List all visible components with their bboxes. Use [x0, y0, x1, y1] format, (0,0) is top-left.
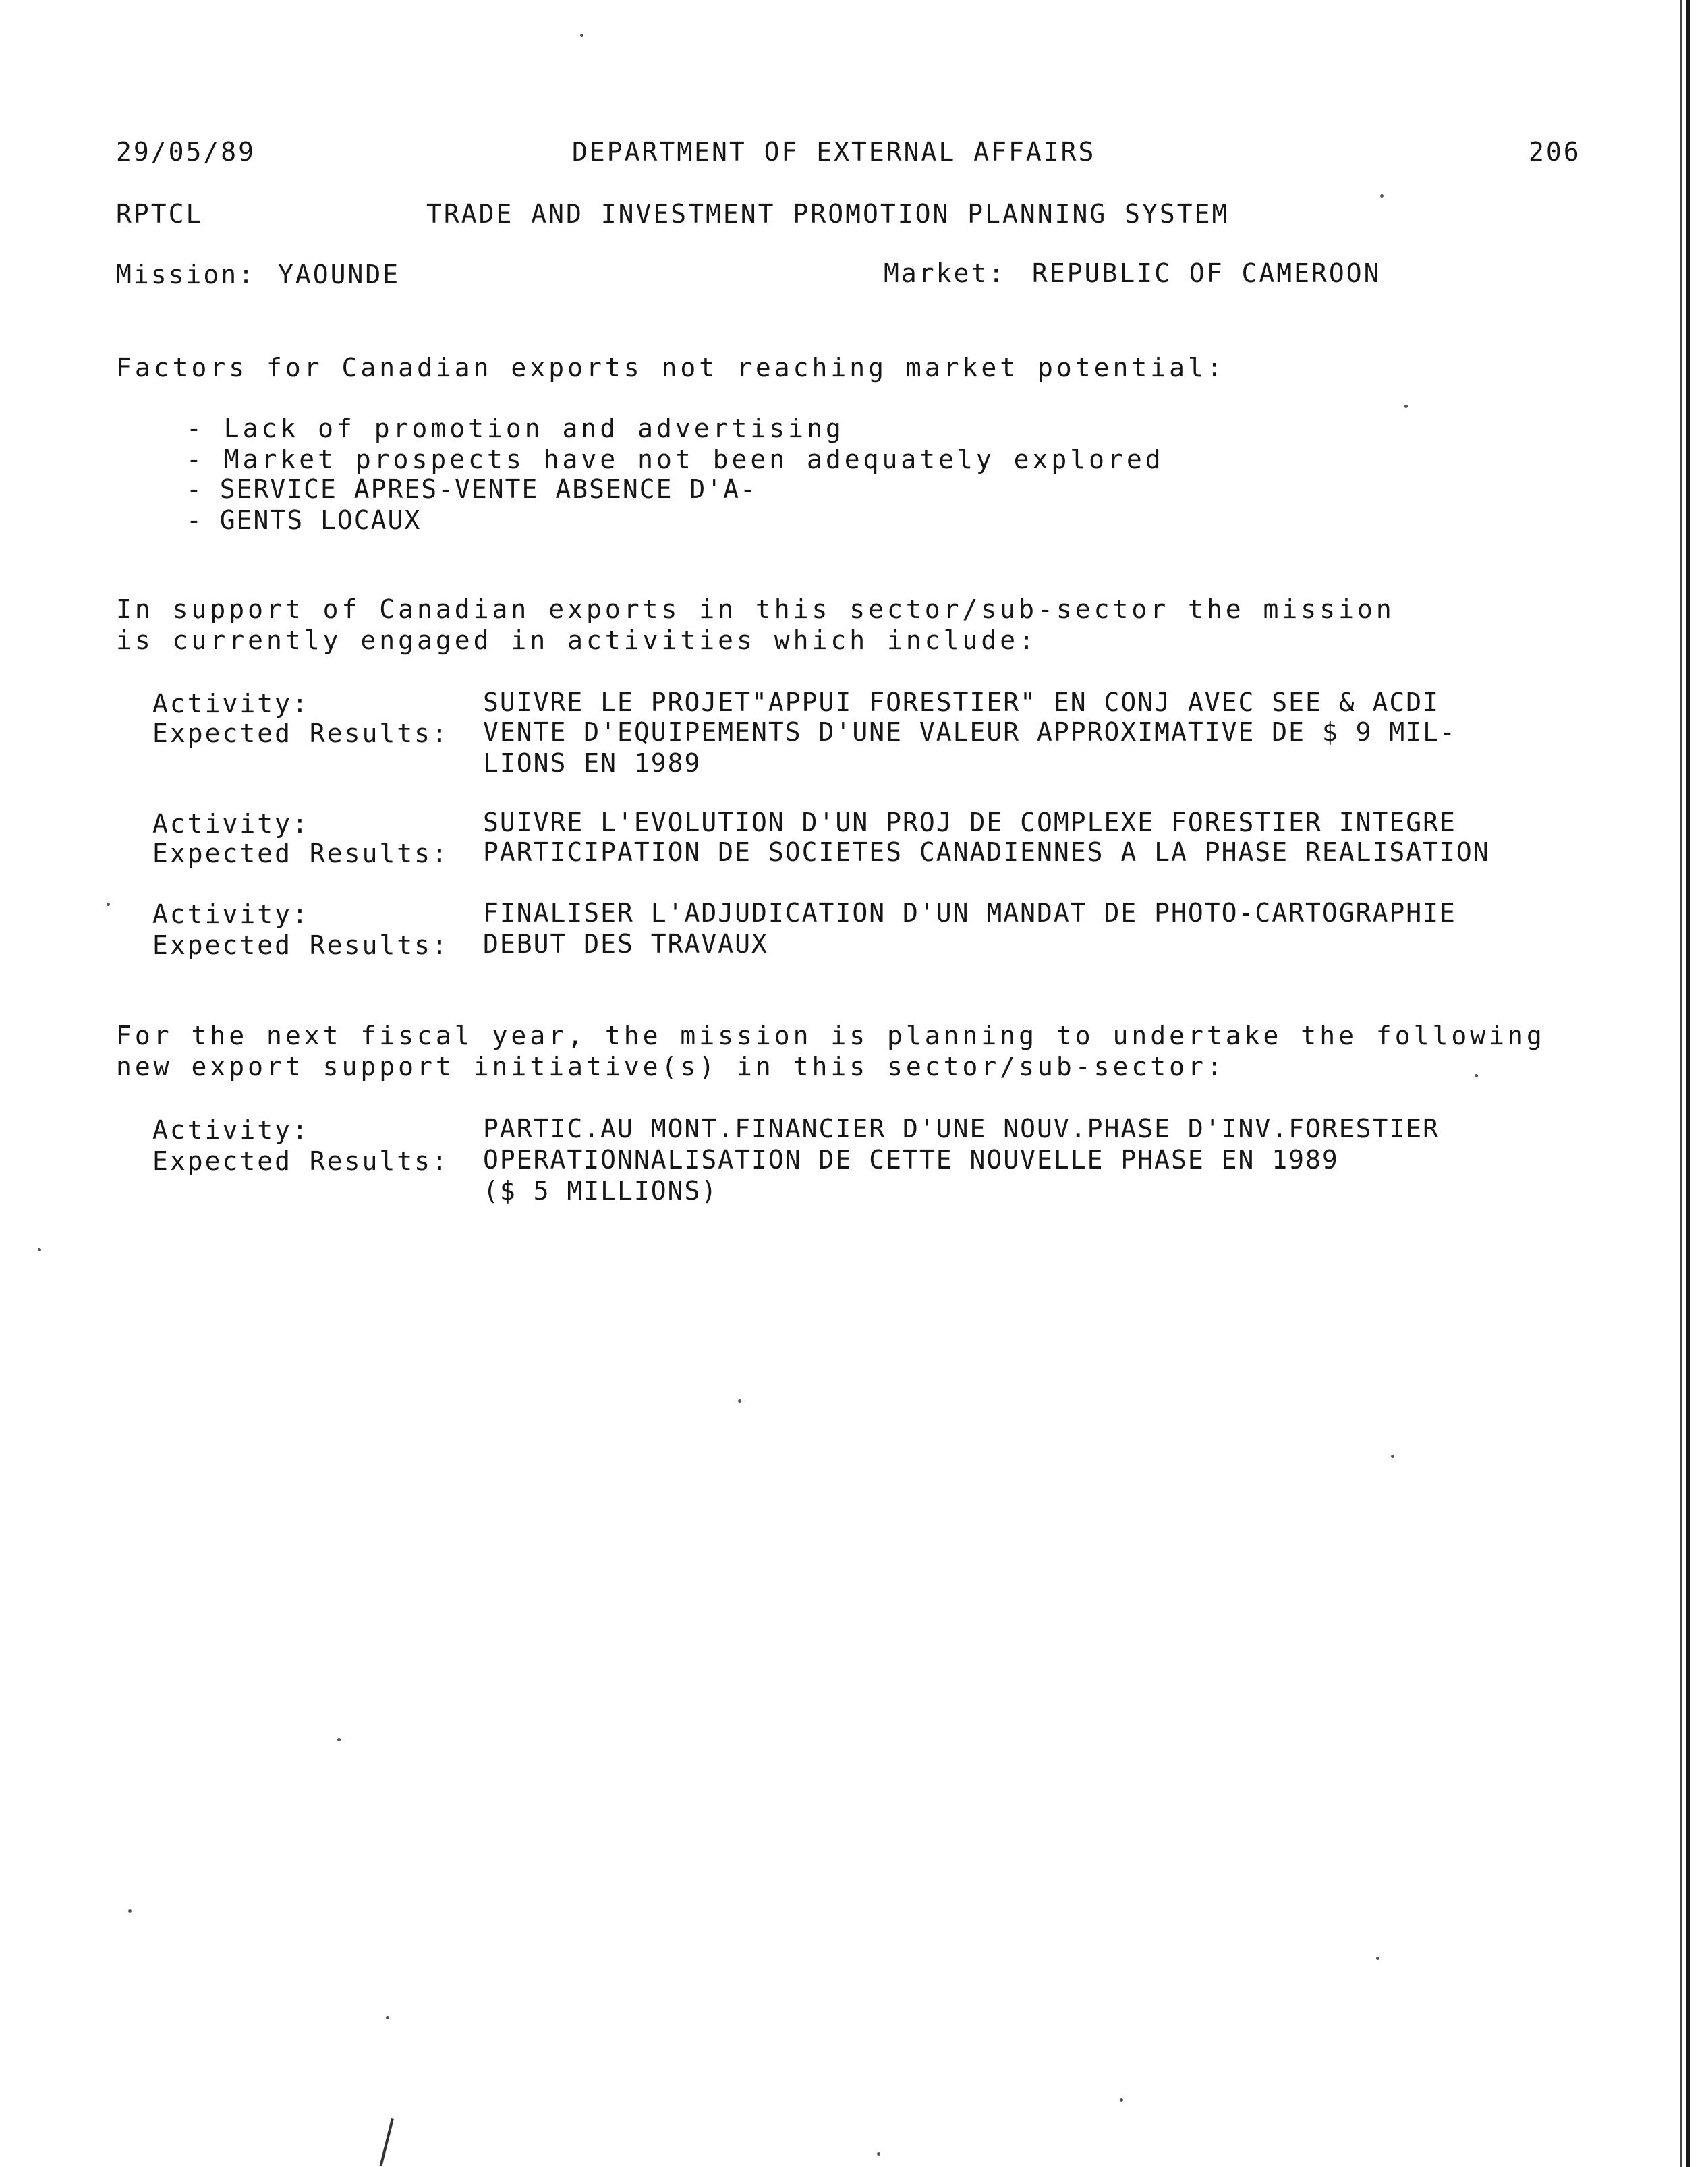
- scan-stroke: [380, 2118, 394, 2166]
- activity-label: Activity:: [152, 809, 310, 839]
- scan-speck: [738, 1399, 741, 1403]
- mission-label: Mission:: [116, 260, 256, 289]
- mission-value: YAOUNDE: [278, 260, 401, 289]
- scan-speck: [1376, 1957, 1379, 1960]
- results-text: VENTE D'EQUIPEMENTS D'UNE VALEUR APPROXIMATIVE DE $ 9 MIL-: [483, 717, 1456, 747]
- scan-speck: [337, 1738, 341, 1741]
- activity-text: PARTIC.AU MONT.FINANCIER D'UNE NOUV.PHASE D'INV.FORESTIER: [483, 1114, 1440, 1144]
- current-intro: In support of Canadian exports in this sector/sub-sector the mission: [116, 594, 1395, 624]
- results-text: ($ 5 MILLIONS): [483, 1176, 718, 1206]
- results-label: Expected Results:: [152, 1146, 449, 1176]
- report-date: 29/05/89: [116, 137, 256, 167]
- factor-item: - SERVICE APRES-VENTE ABSENCE D'A-: [186, 474, 757, 504]
- scan-speck: [386, 2016, 389, 2019]
- current-intro: is currently engaged in activities which include:: [116, 625, 1038, 655]
- activity-label: Activity:: [152, 1115, 310, 1145]
- market-label: Market:: [884, 258, 1006, 288]
- next-year-intro: For the next fiscal year, the mission is planning to undertake the following: [116, 1021, 1545, 1050]
- factor-item: - GENTS LOCAUX: [186, 505, 422, 535]
- activity-label: Activity:: [152, 899, 310, 929]
- activity-label: Activity:: [152, 689, 310, 719]
- factors-heading: Factors for Canadian exports not reaching market potential:: [116, 353, 1226, 383]
- report-code: RPTCL: [116, 199, 204, 229]
- factor-item: - Lack of promotion and advertising: [186, 414, 845, 443]
- scan-speck: [38, 1248, 41, 1251]
- page-edge-line: [1686, 0, 1690, 2167]
- scan-speck: [1391, 1455, 1394, 1458]
- results-text: DEBUT DES TRAVAUX: [483, 929, 768, 959]
- factor-item: - Market prospects have not been adequately explored: [186, 445, 1164, 474]
- activity-text: SUIVRE L'EVOLUTION D'UN PROJ DE COMPLEXE FORESTIER INTEGRE: [483, 808, 1456, 837]
- department-title: DEPARTMENT OF EXTERNAL AFFAIRS: [572, 137, 1096, 167]
- results-label: Expected Results:: [152, 930, 449, 960]
- scan-speck: [1475, 1074, 1478, 1077]
- results-label: Expected Results:: [152, 719, 449, 748]
- next-year-intro: new export support initiative(s) in this sector/sub-sector:: [116, 1052, 1226, 1081]
- market-value: REPUBLIC OF CAMEROON: [1032, 258, 1382, 288]
- scan-speck: [107, 903, 110, 906]
- activity-text: SUIVRE LE PROJET"APPUI FORESTIER" EN CONJ AVEC SEE & ACDI: [483, 687, 1440, 717]
- results-text: LIONS EN 1989: [483, 748, 702, 778]
- scan-speck: [128, 1909, 132, 1913]
- scan-speck: [1120, 2098, 1123, 2102]
- results-label: Expected Results:: [152, 839, 449, 868]
- scan-speck: [1404, 405, 1408, 408]
- results-text: OPERATIONNALISATION DE CETTE NOUVELLE PHASE EN 1989: [483, 1145, 1339, 1175]
- scan-speck: [1380, 194, 1384, 198]
- scan-speck: [877, 2152, 880, 2156]
- results-text: PARTICIPATION DE SOCIETES CANADIENNES A LA PHASE REALISATION: [483, 837, 1490, 867]
- activity-text: FINALISER L'ADJUDICATION D'UN MANDAT DE PHOTO-CARTOGRAPHIE: [483, 898, 1456, 928]
- page-edge-line: [1680, 0, 1682, 2167]
- page-number: 206: [1529, 137, 1581, 167]
- scan-speck: [580, 34, 583, 37]
- system-title: TRADE AND INVESTMENT PROMOTION PLANNING SYSTEM: [426, 199, 1230, 229]
